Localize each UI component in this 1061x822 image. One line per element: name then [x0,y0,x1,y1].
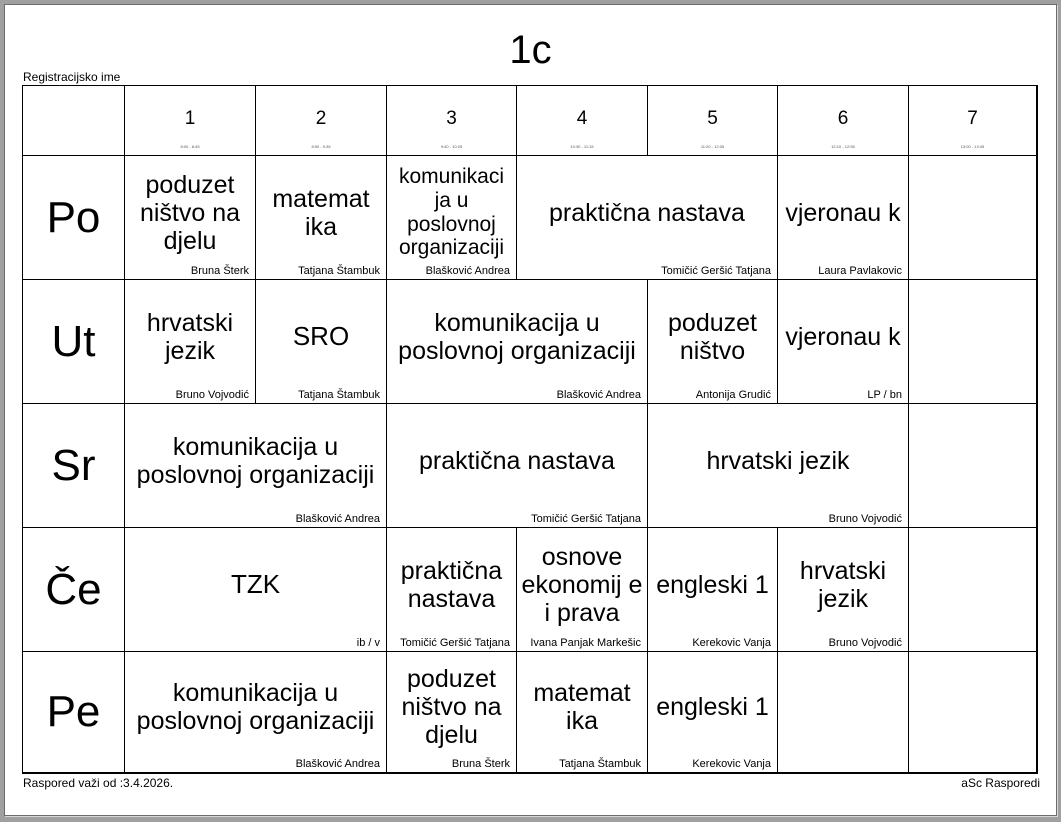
lesson-teacher: Tomičić Geršić Tatjana [400,637,510,649]
lesson-cell [648,404,909,528]
day-label: Po [23,156,125,280]
lesson-subject: engleski 1 [656,693,769,721]
period-time: 13:00 - 13:45 [960,144,985,149]
empty-cell [909,280,1037,404]
lesson-subject: poduzet ništvo na djelu [401,665,502,749]
lesson-teacher: Tatjana Štambuk [298,265,380,277]
lesson-cell [125,652,387,773]
lesson-subject: SRO [292,320,350,351]
lesson-teacher: Antonija Grudić [695,389,771,401]
period-header [517,86,648,156]
lesson-cell [387,404,648,528]
lesson-subject: poduzet ništvo [668,308,757,365]
lesson-subject: praktična nastava [400,556,503,613]
lesson-subject: engleski 1 [656,570,769,599]
period-header [387,86,517,156]
lesson-subject: praktična nastava [419,446,615,475]
brand-text: aSc Rasporedi [961,776,1040,790]
lesson-teacher: Blašković Andrea [295,758,380,770]
lesson-subject: hrvatski jezik [146,308,234,365]
lesson-cell [387,528,517,652]
lesson-cell [387,652,517,773]
day-label: Če [23,528,125,652]
period-header [778,86,909,156]
lesson-teacher: Bruna Šterk [190,265,249,277]
lesson-subject: vjeronau k [785,322,901,351]
lesson-teacher: LP / bn [867,389,902,401]
lesson-cell [125,404,387,528]
period-time: 9:40 - 10:25 [440,144,463,149]
timetable-page [4,4,1057,816]
corner-cell [23,86,125,156]
lesson-cell [778,156,909,280]
lesson-cell [125,156,256,280]
lesson-teacher: Tatjana Štambuk [559,758,641,770]
lesson-subject: poduzet ništvo na djelu [139,170,241,255]
lesson-subject: TZK [230,568,281,599]
lesson-teacher: Bruno Vojvodić [828,513,902,525]
period-number: 5 [707,108,718,129]
valid-from-text: Raspored važi od :3.4.2026. [23,776,174,790]
lesson-subject: praktična nastava [549,198,745,227]
lesson-cell [648,528,778,652]
lesson-teacher: ib / v [356,637,380,649]
empty-cell [778,652,909,773]
day-label: Sr [23,404,125,528]
period-header [909,86,1037,156]
class-title: 1c [509,28,552,72]
period-number: 2 [315,108,327,129]
lesson-subject: hrvatski jezik [706,446,850,475]
empty-cell [909,528,1037,652]
period-number: 4 [576,108,588,129]
lesson-subject: matemat ika [533,679,631,735]
lesson-teacher: Bruna Šterk [451,758,510,770]
empty-cell [909,404,1037,528]
period-number: 6 [837,108,849,129]
lesson-cell [517,528,648,652]
period-number: 3 [446,108,457,129]
lesson-subject: matemat ika [272,184,370,241]
period-number: 7 [967,108,978,129]
lesson-cell [125,528,387,652]
lesson-cell [256,280,387,404]
lesson-subject: vjeronau k [785,198,901,227]
lesson-cell [778,280,909,404]
lesson-teacher: Kerekovic Vanja [692,758,771,770]
lesson-teacher: Bruno Vojvodić [828,637,902,649]
lesson-cell [256,156,387,280]
lesson-cell [648,280,778,404]
lesson-teacher: Kerekovic Vanja [692,637,771,649]
empty-cell [909,652,1037,773]
period-header [648,86,778,156]
period-time: 12:10 - 12:55 [831,144,855,149]
empty-cell [909,156,1037,280]
lesson-teacher: Blašković Andrea [425,265,510,277]
period-header [256,86,387,156]
registration-label: Registracijsko ime [23,70,121,84]
lesson-subject: komunikacija u poslovnoj organizaciji [136,679,375,735]
lesson-subject: komunikaci ja u poslovnoj organizaciji [398,165,505,260]
period-number: 1 [184,108,196,129]
lesson-teacher: Laura Pavlakovic [818,265,902,277]
period-time: 11:20 - 12:05 [700,144,725,149]
period-time: 10:30 - 11:15 [570,144,594,149]
lesson-cell [517,652,648,773]
lesson-teacher: Bruno Vojvodić [175,389,249,401]
lesson-cell [387,156,517,280]
lesson-teacher: Ivana Panjak Markešic [530,637,641,649]
lesson-subject: komunikacija u poslovnoj organizaciji [136,432,375,489]
period-time: 8:50 - 9:35 [311,144,331,149]
lesson-teacher: Tomičić Geršić Tatjana [661,265,771,277]
timetable-grid [22,85,1038,774]
lesson-teacher: Blašković Andrea [556,389,641,401]
lesson-subject: osnove ekonomij e i prava [521,542,643,627]
day-label: Pe [23,652,125,773]
lesson-cell [387,280,648,404]
lesson-teacher: Blašković Andrea [295,513,380,525]
lesson-subject: hrvatski jezik [799,556,887,613]
lesson-cell [648,652,778,773]
lesson-cell [778,528,909,652]
period-header [125,86,256,156]
lesson-cell [517,156,778,280]
lesson-teacher: Tatjana Štambuk [298,389,380,401]
lesson-teacher: Tomičić Geršić Tatjana [531,513,641,525]
lesson-cell [125,280,256,404]
lesson-subject: komunikacija u poslovnoj organizaciji [398,308,636,365]
day-label: Ut [23,280,125,404]
period-time: 8:00 - 8:45 [180,144,200,149]
